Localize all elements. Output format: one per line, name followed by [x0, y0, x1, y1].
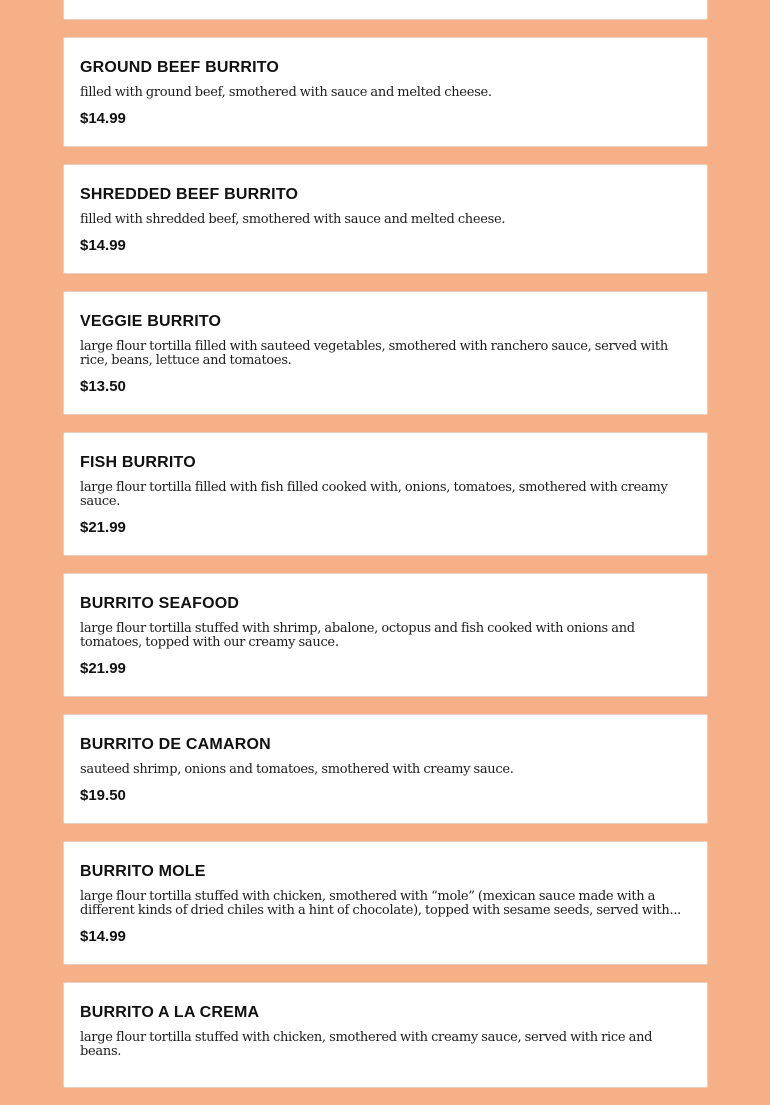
menu-item-price: $14.99 — [80, 110, 126, 127]
menu-item-card[interactable] — [63, 164, 708, 274]
menu-item-description: large flour tortilla stuffed with shrimp, abalone, octopus and fish cooked with onions and tomatoes, topped with our creamy sauce. — [80, 622, 635, 650]
menu-item-description: sauteed shrimp, onions and tomatoes, smothered with creamy sauce. — [80, 763, 514, 777]
menu-item-name: BURRITO A LA CREMA — [80, 1004, 260, 1021]
menu-item-price: $21.99 — [80, 519, 126, 536]
menu-item-name: BURRITO SEAFOOD — [80, 595, 240, 612]
menu-item-description: large flour tortilla filled with fish filled cooked with, onions, tomatoes, smothered with creamy sauce. — [80, 481, 668, 509]
menu-item-card[interactable] — [63, 432, 708, 556]
menu-item-price: $14.99 — [80, 237, 126, 254]
menu-item-card[interactable] — [63, 841, 708, 965]
menu-list — [63, 0, 708, 1105]
menu-item-description: large flour tortilla stuffed with chicken, smothered with “mole” (mexican sauce made with a different kinds of dried chiles with a hint of chocolate), topped with sesame seeds, served with... — [80, 890, 681, 918]
menu-item-name: SHREDDED BEEF BURRITO — [80, 186, 299, 203]
menu-item-price: $19.50 — [80, 787, 126, 804]
menu-item-card[interactable] — [63, 37, 708, 147]
menu-item-description: filled with ground beef, smothered with sauce and melted cheese. — [80, 86, 492, 100]
menu-item-card[interactable] — [63, 0, 708, 20]
menu-item-name: GROUND BEEF BURRITO — [80, 59, 280, 76]
menu-item-card[interactable] — [63, 982, 708, 1088]
menu-item-price: $13.50 — [80, 378, 126, 395]
menu-item-name: BURRITO MOLE — [80, 863, 206, 880]
menu-item-price: $14.99 — [80, 928, 126, 945]
menu-item-price: $21.99 — [80, 660, 126, 677]
menu-item-name: FISH BURRITO — [80, 454, 196, 471]
menu-item-card[interactable] — [63, 573, 708, 697]
menu-item-card[interactable] — [63, 291, 708, 415]
menu-item-description: large flour tortilla stuffed with chicken, smothered with creamy sauce, served with rice and beans. — [80, 1031, 653, 1059]
menu-item-name: BURRITO DE CAMARON — [80, 736, 271, 753]
menu-item-name: VEGGIE BURRITO — [80, 313, 222, 330]
menu-item-price — [80, 0, 691, 1]
menu-item-description: filled with shredded beef, smothered with sauce and melted cheese. — [80, 213, 506, 227]
menu-item-card[interactable] — [63, 714, 708, 824]
menu-item-description: large flour tortilla filled with sauteed vegetables, smothered with ranchero sauce, served with rice, beans, lettuce and tomatoes. — [80, 340, 668, 368]
